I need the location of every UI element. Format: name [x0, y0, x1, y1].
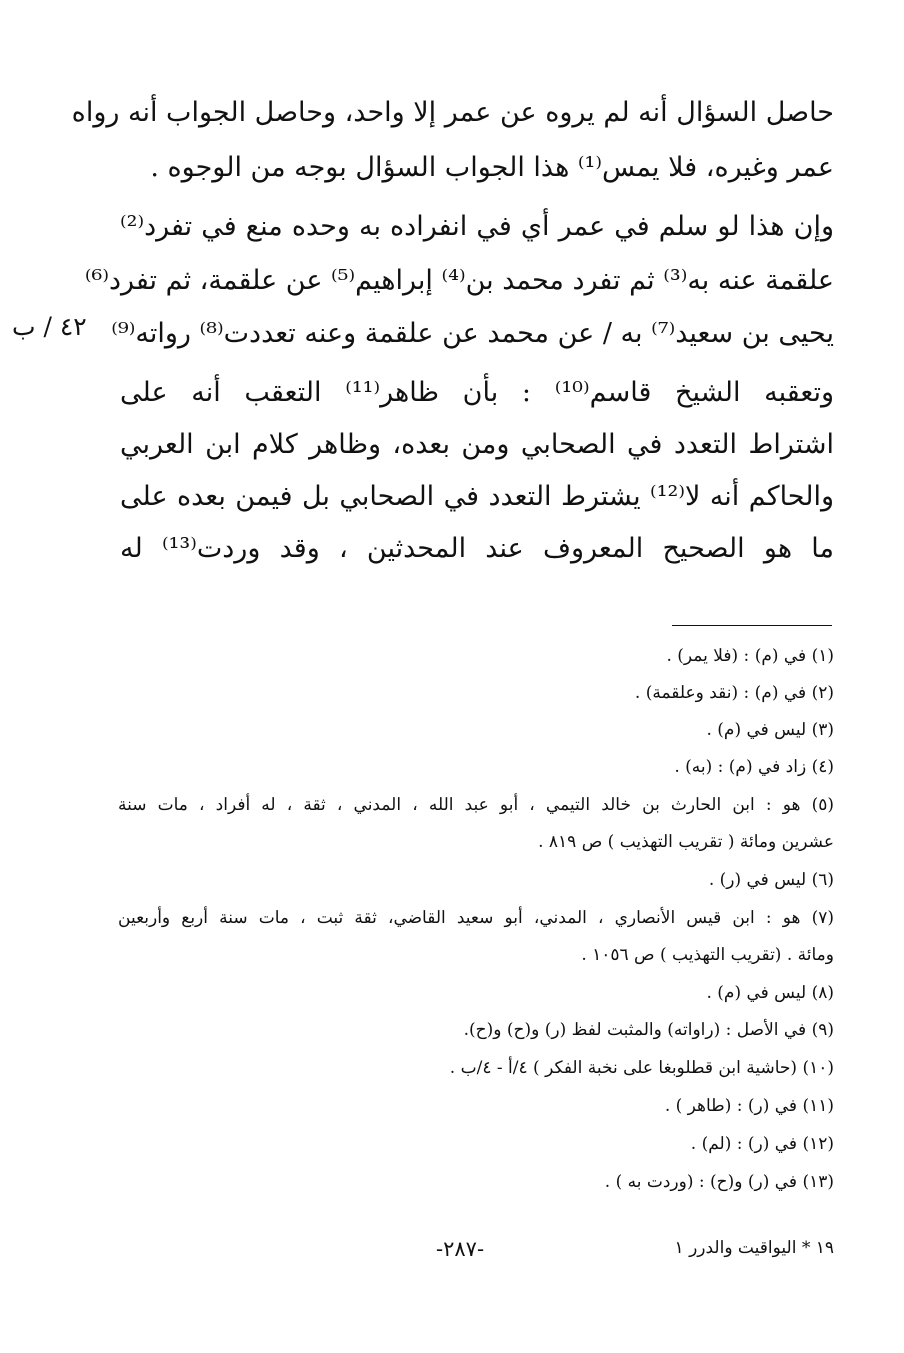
- footnote-13: (١٣) في (ر) و(ح) : (وردت به ) .: [604, 1172, 834, 1192]
- footnote-4: (٤) زاد في (م) : (به) .: [674, 757, 834, 777]
- body-line-4: علقمة عنه به⁽³⁾ ثم تفرد محمد بن⁽⁴⁾ إبراهيم⁽⁵⁾ عن علقمة، ثم تفرد⁽⁶⁾: [84, 265, 834, 296]
- page-number: -٢٨٧-: [436, 1237, 485, 1261]
- body-line-8: والحاكم أنه لا⁽¹²⁾ يشترط التعدد في الصحابي بل فيمن بعده على: [120, 481, 834, 512]
- body-line-2: عمر وغيره، فلا يمس⁽¹⁾ هذا الجواب السؤال بوجه من الوجوه .: [150, 152, 834, 183]
- footnote-1: (١) في (م) : (فلا يمر) .: [666, 646, 834, 666]
- body-line-1: حاصل السؤال أنه لم يروه عن عمر إلا واحد، وحاصل الجواب أنه رواه: [71, 97, 834, 128]
- footnote-10: (١٠) (حاشية ابن قطلوبغا على نخبة الفكر ) ٤/أ - ٤/ب .: [449, 1058, 834, 1078]
- body-line-3: وإن هذا لو سلم في عمر أي في انفراده به وحده منع في تفرد⁽²⁾: [120, 211, 834, 242]
- footnote-7-cont: ومائة . (تقريب التهذيب ) ص ١٠٥٦ .: [581, 945, 834, 965]
- margin-folio-note: ٤٢ / ب: [12, 312, 87, 341]
- footnote-6: (٦) ليس في (ر) .: [708, 870, 834, 890]
- body-line-7: اشتراط التعدد في الصحابي ومن بعده، وظاهر كلام ابن العربي: [120, 429, 834, 460]
- footnote-separator: [672, 625, 832, 626]
- footnote-3: (٣) ليس في (م) .: [706, 720, 834, 740]
- footnote-5: (٥) هو : ابن الحارث بن خالد التيمي ، أبو عبد الله ، المدني ، ثقة ، له أفراد ، مات سنة: [118, 795, 834, 815]
- body-line-6: وتعقبه الشيخ قاسم⁽¹⁰⁾ : بأن ظاهر⁽¹¹⁾ التعقب أنه على: [120, 377, 834, 408]
- footnote-8: (٨) ليس في (م) .: [706, 983, 834, 1003]
- footnote-2: (٢) في (م) : (نقد وعلقمة) .: [634, 683, 834, 703]
- footnote-9: (٩) في الأصل : (راواته) والمثبت لفظ (ر) و(ح) و(ح).: [463, 1020, 834, 1040]
- body-line-9: ما هو الصحيح المعروف عند المحدثين ، وقد وردت⁽¹³⁾ له: [120, 533, 834, 564]
- footnote-5-cont: عشرين ومائة ( تقريب التهذيب ) ص ٨١٩ .: [538, 832, 834, 852]
- footnote-12: (١٢) في (ر) : (لم) .: [690, 1134, 834, 1154]
- body-line-5: يحيى بن سعيد⁽⁷⁾ به / عن محمد عن علقمة وعنه تعددت⁽⁸⁾ رواته⁽⁹⁾: [111, 318, 834, 349]
- footer-signature: ١٩ * اليواقيت والدرر ١: [674, 1238, 834, 1258]
- footnote-11: (١١) في (ر) : (طاهر ) .: [664, 1096, 834, 1116]
- footnote-7: (٧) هو : ابن قيس الأنصاري ، المدني، أبو سعيد القاضي، ثقة ثبت ، مات سنة أربع وأربعين: [118, 908, 834, 928]
